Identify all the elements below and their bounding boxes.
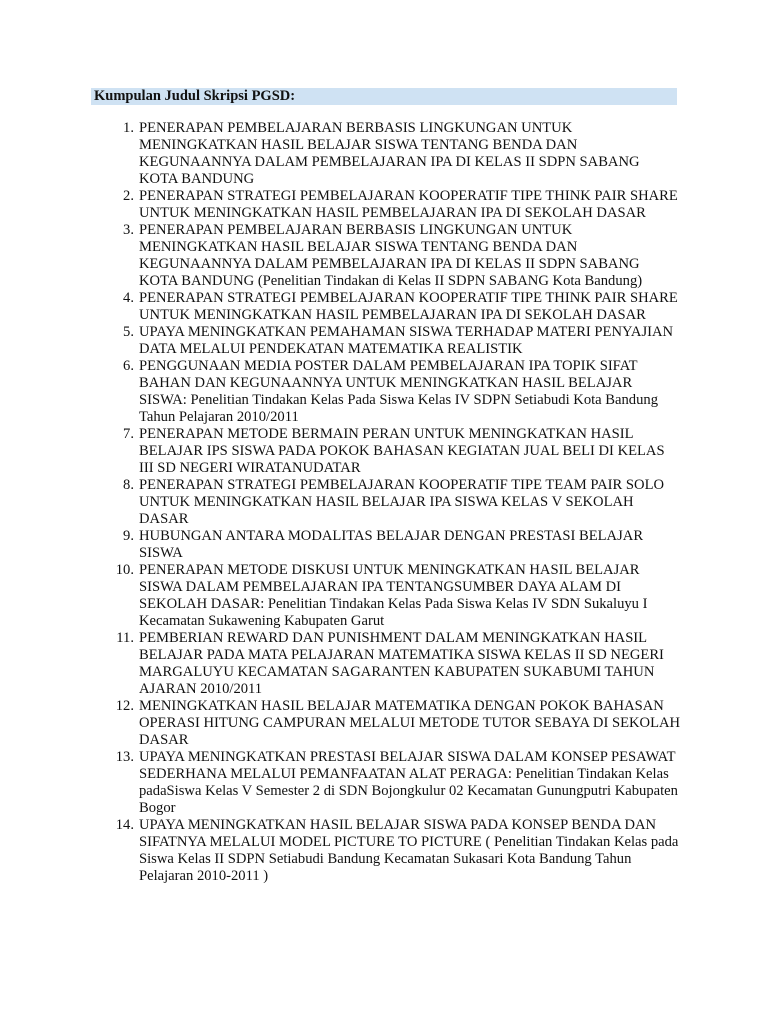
item-number: 10. — [115, 562, 134, 578]
list-item — [96, 630, 681, 698]
item-title: PENERAPAN PEMBELAJARAN BERBASIS LINGKUNGAN UNTUK MENINGKATKAN HASIL BELAJAR SISWA TENTANG BENDA DAN KEGUNAANNYA DALAM PEMBELAJARAN IPA DI KELAS II SDPN SABANG KOTA BANDUNG (Penelitian Tindakan di Kelas II SDPN SABANG Kota Bandung) — [139, 222, 643, 289]
item-number: 9. — [123, 528, 134, 544]
item-number: 6. — [123, 358, 134, 374]
item-number: 11. — [116, 630, 134, 646]
item-title: PEMBERIAN REWARD DAN PUNISHMENT DALAM MENINGKATKAN HASIL BELAJAR PADA MATA PELAJARAN MATEMATIKA SISWA KELAS II SD NEGERI MARGALUYU KECAMATAN SAGARANTEN KABUPATEN SUKABUMI TAHUN AJARAN 2010/2011 — [139, 630, 664, 697]
item-number: 2. — [123, 188, 134, 204]
item-number: 8. — [123, 477, 134, 493]
list-item — [96, 528, 681, 562]
item-title: PENERAPAN PEMBELAJARAN BERBASIS LINGKUNGAN UNTUK MENINGKATKAN HASIL BELAJAR SISWA TENTANG BENDA DAN KEGUNAANNYA DALAM PEMBELAJARAN IPA DI KELAS II SDPN SABANG KOTA BANDUNG — [139, 120, 640, 187]
item-title: PENERAPAN STRATEGI PEMBELAJARAN KOOPERATIF TIPE THINK PAIR SHARE UNTUK MENINGKATKAN HASIL PEMBELAJARAN IPA DI SEKOLAH DASAR — [139, 188, 678, 221]
list-item — [96, 358, 681, 426]
item-title: PENERAPAN METODE BERMAIN PERAN UNTUK MENINGKATKAN HASIL BELAJAR IPS SISWA PADA POKOK BAHASAN KEGIATAN JUAL BELI DI KELAS III SD NEGERI WIRATANUDATAR — [139, 426, 665, 476]
list-item — [96, 120, 681, 188]
item-title: PENGGUNAAN MEDIA POSTER DALAM PEMBELAJARAN IPA TOPIK SIFAT BAHAN DAN KEGUNAANNYA UNTUK MENINGKATKAN HASIL BELAJAR SISWA: Penelitian Tindakan Kelas Pada Siswa Kelas IV SDPN Setiabudi Kota Bandung Tahun Pelajaran 2010/2011 — [139, 358, 658, 425]
item-number: 5. — [123, 324, 134, 340]
item-title: UPAYA MENINGKATKAN PEMAHAMAN SISWA TERHADAP MATERI PENYAJIAN DATA MELALUI PENDEKATAN MATEMATIKA REALISTIK — [139, 324, 674, 357]
item-number: 14. — [115, 817, 134, 833]
item-number: 13. — [115, 749, 134, 765]
list-item — [96, 222, 681, 290]
list-item — [96, 477, 681, 528]
list-item — [96, 562, 681, 630]
list-item — [96, 817, 681, 885]
item-title: PENERAPAN STRATEGI PEMBELAJARAN KOOPERATIF TIPE TEAM PAIR SOLO UNTUK MENINGKATKAN HASIL BELAJAR IPA SISWA KELAS V SEKOLAH DASAR — [139, 477, 665, 527]
item-title: PENERAPAN METODE DISKUSI UNTUK MENINGKATKAN HASIL BELAJAR SISWA DALAM PEMBELAJARAN IPA TENTANGSUMBER DAYA ALAM DI SEKOLAH DASAR: Penelitian Tindakan Kelas Pada Siswa Kelas IV SDN Sukaluyu I Kecamatan Sukawening Kabupaten Garut — [139, 562, 648, 629]
list-item — [96, 188, 681, 222]
item-title: MENINGKATKAN HASIL BELAJAR MATEMATIKA DENGAN POKOK BAHASAN OPERASI HITUNG CAMPURAN MELALUI METODE TUTOR SEBAYA DI SEKOLAH DASAR — [139, 698, 681, 748]
item-number: 3. — [123, 222, 134, 238]
item-number: 4. — [123, 290, 134, 306]
list-item — [96, 426, 681, 477]
thesis-title-list — [96, 120, 681, 885]
list-item — [96, 324, 681, 358]
item-number: 12. — [115, 698, 134, 714]
list-item — [96, 749, 681, 817]
item-title: UPAYA MENINGKATKAN HASIL BELAJAR SISWA PADA KONSEP BENDA DAN SIFATNYA MELALUI MODEL PICTURE TO PICTURE ( Penelitian Tindakan Kelas pada Siswa Kelas II SDPN Setiabudi Bandung Kecamatan Sukasari Kota Bandung Tahun Pelajaran 2010-2011 ) — [139, 817, 679, 884]
item-number: 1. — [123, 120, 134, 136]
item-title: PENERAPAN STRATEGI PEMBELAJARAN KOOPERATIF TIPE THINK PAIR SHARE UNTUK MENINGKATKAN HASIL PEMBELAJARAN IPA DI SEKOLAH DASAR — [139, 290, 678, 323]
document-heading: Kumpulan Judul Skripsi PGSD: — [94, 88, 296, 104]
item-title: UPAYA MENINGKATKAN PRESTASI BELAJAR SISWA DALAM KONSEP PESAWAT SEDERHANA MELALUI PEMANFAATAN ALAT PERAGA: Penelitian Tindakan Kelas padaSiswa Kelas V Semester 2 di SDN Bojongkulur 02 Kecamatan Gunungputri Kabupaten Bogor — [139, 749, 678, 816]
list-item — [96, 698, 681, 749]
list-item — [96, 290, 681, 324]
item-number: 7. — [123, 426, 134, 442]
item-title: HUBUNGAN ANTARA MODALITAS BELAJAR DENGAN PRESTASI BELAJAR SISWA — [139, 528, 644, 561]
